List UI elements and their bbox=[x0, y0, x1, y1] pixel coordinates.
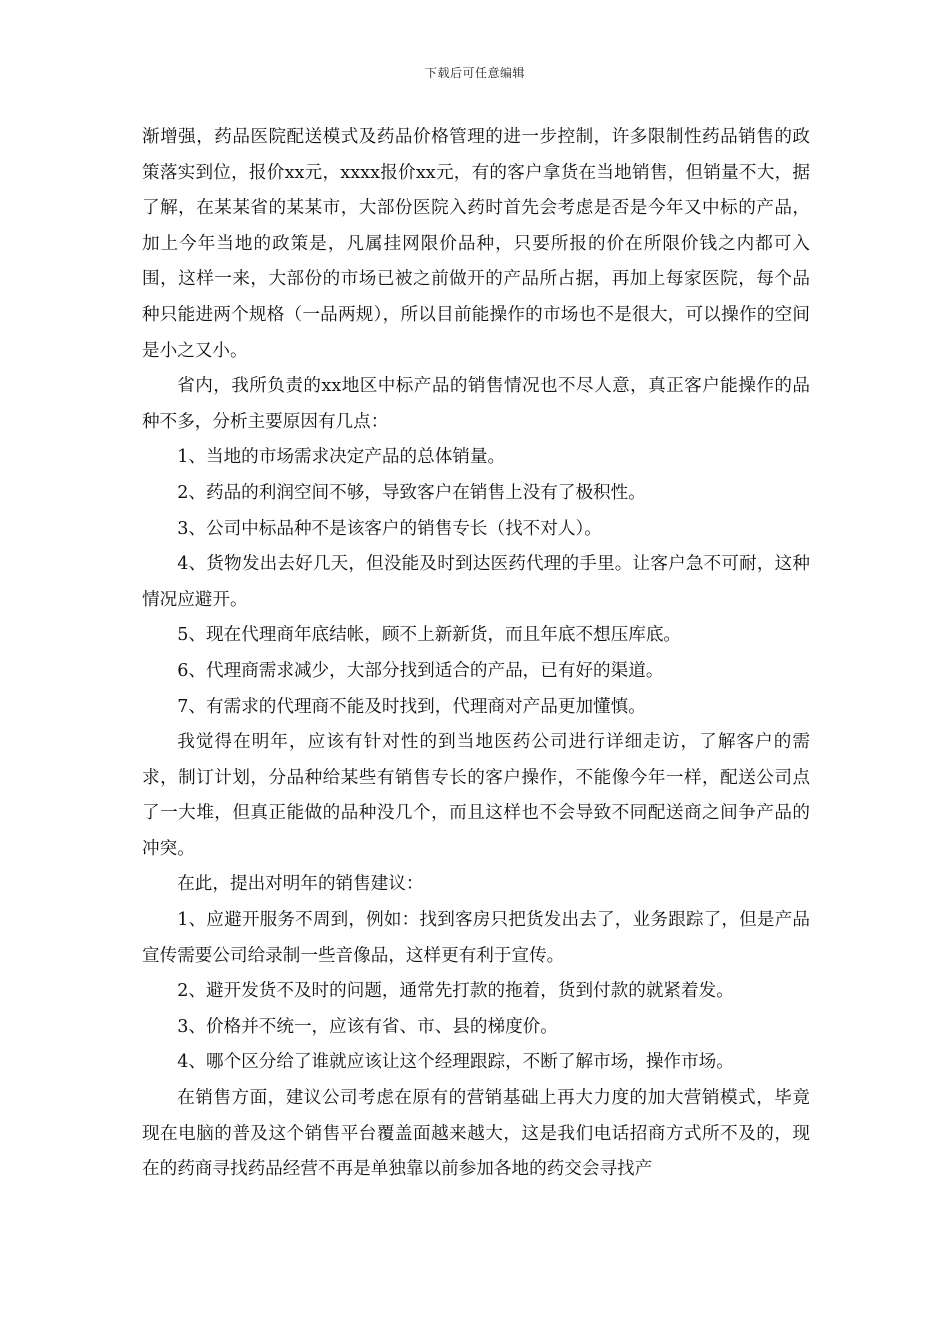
list-item-suggestion-3: 3、价格并不统一，应该有省、市、县的梯度价。 bbox=[177, 1016, 558, 1037]
list-item-suggestion-4: 4、哪个区分给了谁就应该让这个经理跟踪，不断了解市场，操作市场。 bbox=[177, 1052, 734, 1073]
paragraph-suggestions-intro: 在此，提出对明年的销售建议： bbox=[177, 874, 424, 895]
list-item-reason-6: 6、代理商需求减少，大部分找到适合的产品，已有好的渠道。 bbox=[177, 660, 664, 681]
list-item-reason-4: 4、货物发出去好几天，但没能及时到达医药代理的手里。让客户急不可耐，这种情况应避开。 bbox=[142, 554, 810, 610]
list-item-reason-7: 7、有需求的代理商不能及时找到，代理商对产品更加懂慎。 bbox=[177, 696, 646, 717]
list-item-reason-2: 2、药品的利润空间不够，导致客户在销售上没有了极积性。 bbox=[177, 482, 646, 503]
list-item-reason-3: 3、公司中标品种不是该客户的销售专长（找不对人）。 bbox=[177, 518, 602, 539]
list-item-reason-5: 5、现在代理商年底结帐，顾不上新新货，而且年底不想压库底。 bbox=[177, 625, 682, 646]
list-item-suggestion-2: 2、避开发货不及时的问题，通常先打款的拖着，货到付款的就紧着发。 bbox=[177, 981, 734, 1002]
paragraph-plan: 我觉得在明年，应该有针对性的到当地医药公司进行详细走访，了解客户的需求，制订计划，分品种给某些有销售专长的客户操作，不能像今年一样，配送公司点了一大堆，但真正能做的品种没几个，而且这样也不会导致不同配送商之间争产品的冲突。 bbox=[142, 732, 810, 859]
paragraph-1: 渐增强，药品医院配送模式及药品价格管理的进一步控制，许多限制性药品销售的政策落实到位，报价xx元，xxxx报价xx元，有的客户拿货在当地销售，但销量不大，据了解，在某某省的某某市，大部份医院入药时首先会考虑是否是今年又中标的产品，加上今年当地的政策是，凡属挂网限价品种，只要所报的价在所限价钱之内都可入围，这样一来，大部份的市场已被之前做开的产品所占据，再加上每家医院，每个品种只能进两个规格（一品两规），所以目前能操作的市场也不是很大，可以操作的空间是小之又小。 bbox=[142, 127, 810, 361]
paragraph-sales: 在销售方面，建议公司考虑在原有的营销基础上再大力度的加大营销模式，毕竟现在电脑的普及这个销售平台覆盖面越来越大，这是我们电话招商方式所不及的，现在的药商寻找药品经营不再是单独靠以前参加各地的药交会寻找产 bbox=[142, 1088, 810, 1180]
list-item-reason-1: 1、当地的市场需求决定产品的总体销量。 bbox=[177, 447, 506, 468]
page-header: 下载后可任意编辑 bbox=[424, 66, 525, 80]
list-item-suggestion-1: 1、应避开服务不周到，例如：找到客房只把货发出去了，业务跟踪了，但是产品宣传需要公司给录制一些音像品，这样更有利于宣传。 bbox=[142, 910, 810, 966]
paragraph-2: 省内，我所负责的xx地区中标产品的销售情况也不尽人意，真正客户能操作的品种不多，分析主要原因有几点： bbox=[142, 376, 810, 432]
document-body bbox=[142, 120, 810, 1188]
